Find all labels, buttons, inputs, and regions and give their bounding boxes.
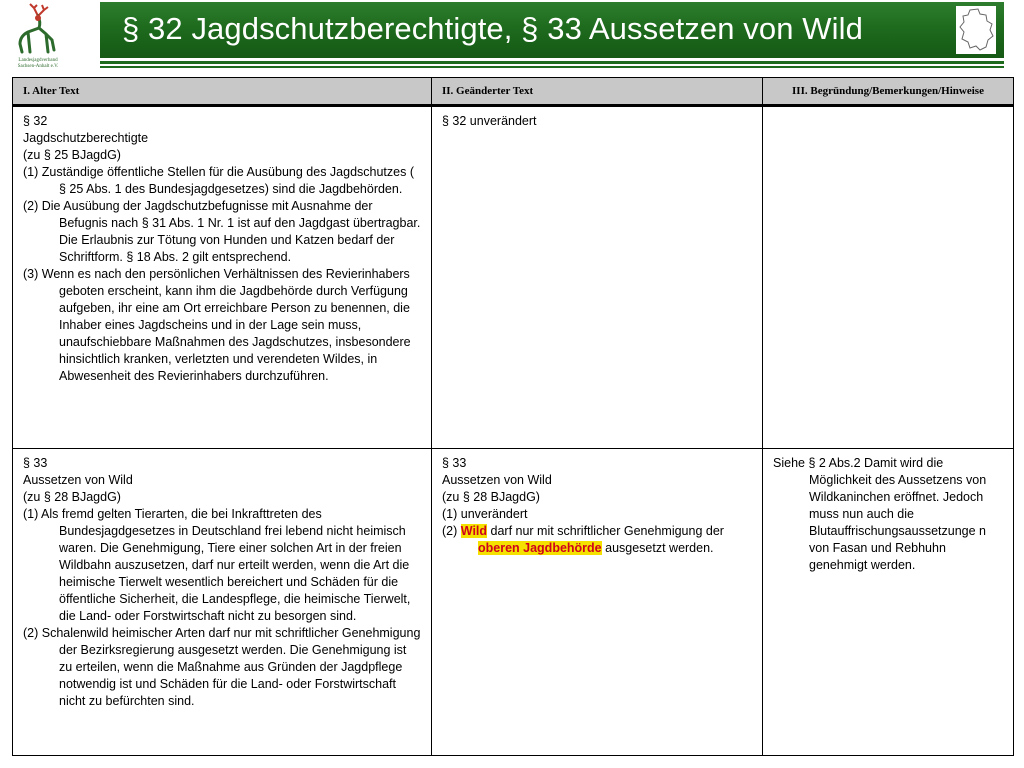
section-title: Jagdschutzberechtigte	[23, 131, 149, 145]
changed-text-cell	[432, 106, 763, 449]
old-text-cell	[13, 449, 432, 756]
section-number: § 33	[23, 456, 48, 470]
paragraph-prefix: (2)	[442, 524, 461, 538]
banner-divider-bottom	[100, 66, 1004, 68]
logo-text-line2: Sachsen-Anhalt e.V.	[17, 64, 59, 69]
paragraph-middle: darf nur mit schriftlicher Genehmigung der	[487, 524, 724, 538]
title-banner	[100, 2, 1004, 58]
banner-divider-top	[100, 61, 1004, 64]
deer-logo-icon	[8, 2, 68, 62]
column-header-remarks: III. Begründung/Bemerkungen/Hinweise	[763, 78, 1014, 106]
logo-text	[10, 58, 66, 70]
paragraph: (3) Wenn es nach den persönlichen Verhältnissen des Revierinhabers geboten erscheint, kann ihm die Jagdbehörde durch Verfügung aufgeben, ihr eine am Ort erreichbare Person zu benennen, die Inhaber eines Jagdscheins und in der Lage sein muss, unaufschiebbare Maßnahmen des Jagdschutzes, insbesondere hinsichtlich kranken, verletzten und verendeten Wildes, in Abwesenheit des Revierinhabers durchzuführen.	[23, 267, 411, 383]
section-reference: (zu § 28 BJagdG)	[23, 490, 121, 504]
remark-text: Siehe § 2 Abs.2 Damit wird die Möglichkeit des Aussetzens von Wildkaninchen eröffnet. Jedoch muss nun auch die Blutauffrischungsaussetzunge n von Fasan und Rebhuhn genehmigt werden.	[773, 456, 987, 572]
unchanged-note: § 32 unverändert	[442, 114, 537, 128]
table-row	[13, 106, 1014, 449]
paragraph: (1) unverändert	[442, 507, 528, 521]
highlight-authority: oberen Jagdbehörde	[478, 541, 602, 555]
paragraph: (1) Zuständige öffentliche Stellen für die Ausübung des Jagdschutzes ( § 25 Abs. 1 des Bundesjagdgesetzes) sind die Jagdbehörden.	[23, 165, 414, 196]
section-number: § 32	[23, 114, 48, 128]
column-header-old-text: I. Alter Text	[13, 78, 432, 106]
changed-text-cell	[432, 449, 763, 756]
paragraph-suffix: ausgesetzt werden.	[601, 541, 714, 555]
old-text-cell	[13, 106, 432, 449]
section-number: § 33	[442, 456, 467, 470]
paragraph: (1) Als fremd gelten Tierarten, die bei Inkrafttreten des Bundesjagdgesetzes in Deutschland frei lebend nicht heimisch waren. Die Genehmigung, Tiere einer solchen Art in der freien Wildbahn auszusetzen, darf nur erteilt werden, wenn die Art die heimische Tierwelt wesentlich bereichert und Schäden für die öffentliche Sicherheit, die Landespflege, die heimische Tierwelt, die Land- oder Forstwirtschaft nicht zu besorgen sind.	[23, 507, 411, 623]
comparison-table	[12, 77, 1014, 756]
paragraph: (2) Schalenwild heimischer Arten darf nur mit schriftlicher Genehmigung der Bezirksregierung ausgesetzt werden. Die Genehmigung ist zu erteilen, wenn die Maßnahme aus Gründen der Jagdpflege notwendig ist und Schäden für die Land- oder Forstwirtschaft nicht zu befürchten sind.	[23, 626, 421, 708]
table-header-row	[13, 78, 1014, 106]
paragraph: (2) Die Ausübung der Jagdschutzbefugnisse mit Ausnahme der Befugnis nach § 31 Abs. 1 Nr. 1 ist auf den Jagdgast übertragbar. Die Erlaubnis zur Tötung von Hunden und Katzen bedarf der Schriftform. § 18 Abs. 2 gilt entsprechend.	[23, 199, 421, 264]
table-row	[13, 449, 1014, 756]
column-header-changed-text: II. Geänderter Text	[432, 78, 763, 106]
logo-text-line1: Landesjagdverband	[18, 58, 58, 63]
section-reference: (zu § 28 BJagdG)	[442, 490, 540, 504]
section-reference: (zu § 25 BJagdG)	[23, 148, 121, 162]
section-title: Aussetzen von Wild	[442, 473, 552, 487]
highlight-wild: Wild	[460, 524, 488, 538]
remarks-cell	[763, 449, 1014, 756]
paragraph	[442, 523, 752, 557]
section-title: Aussetzen von Wild	[23, 473, 133, 487]
sachsen-anhalt-map-icon	[956, 6, 996, 54]
page-title: § 32 Jagdschutzberechtigte, § 33 Aussetzen von Wild	[122, 11, 863, 46]
remarks-cell	[763, 106, 1014, 449]
